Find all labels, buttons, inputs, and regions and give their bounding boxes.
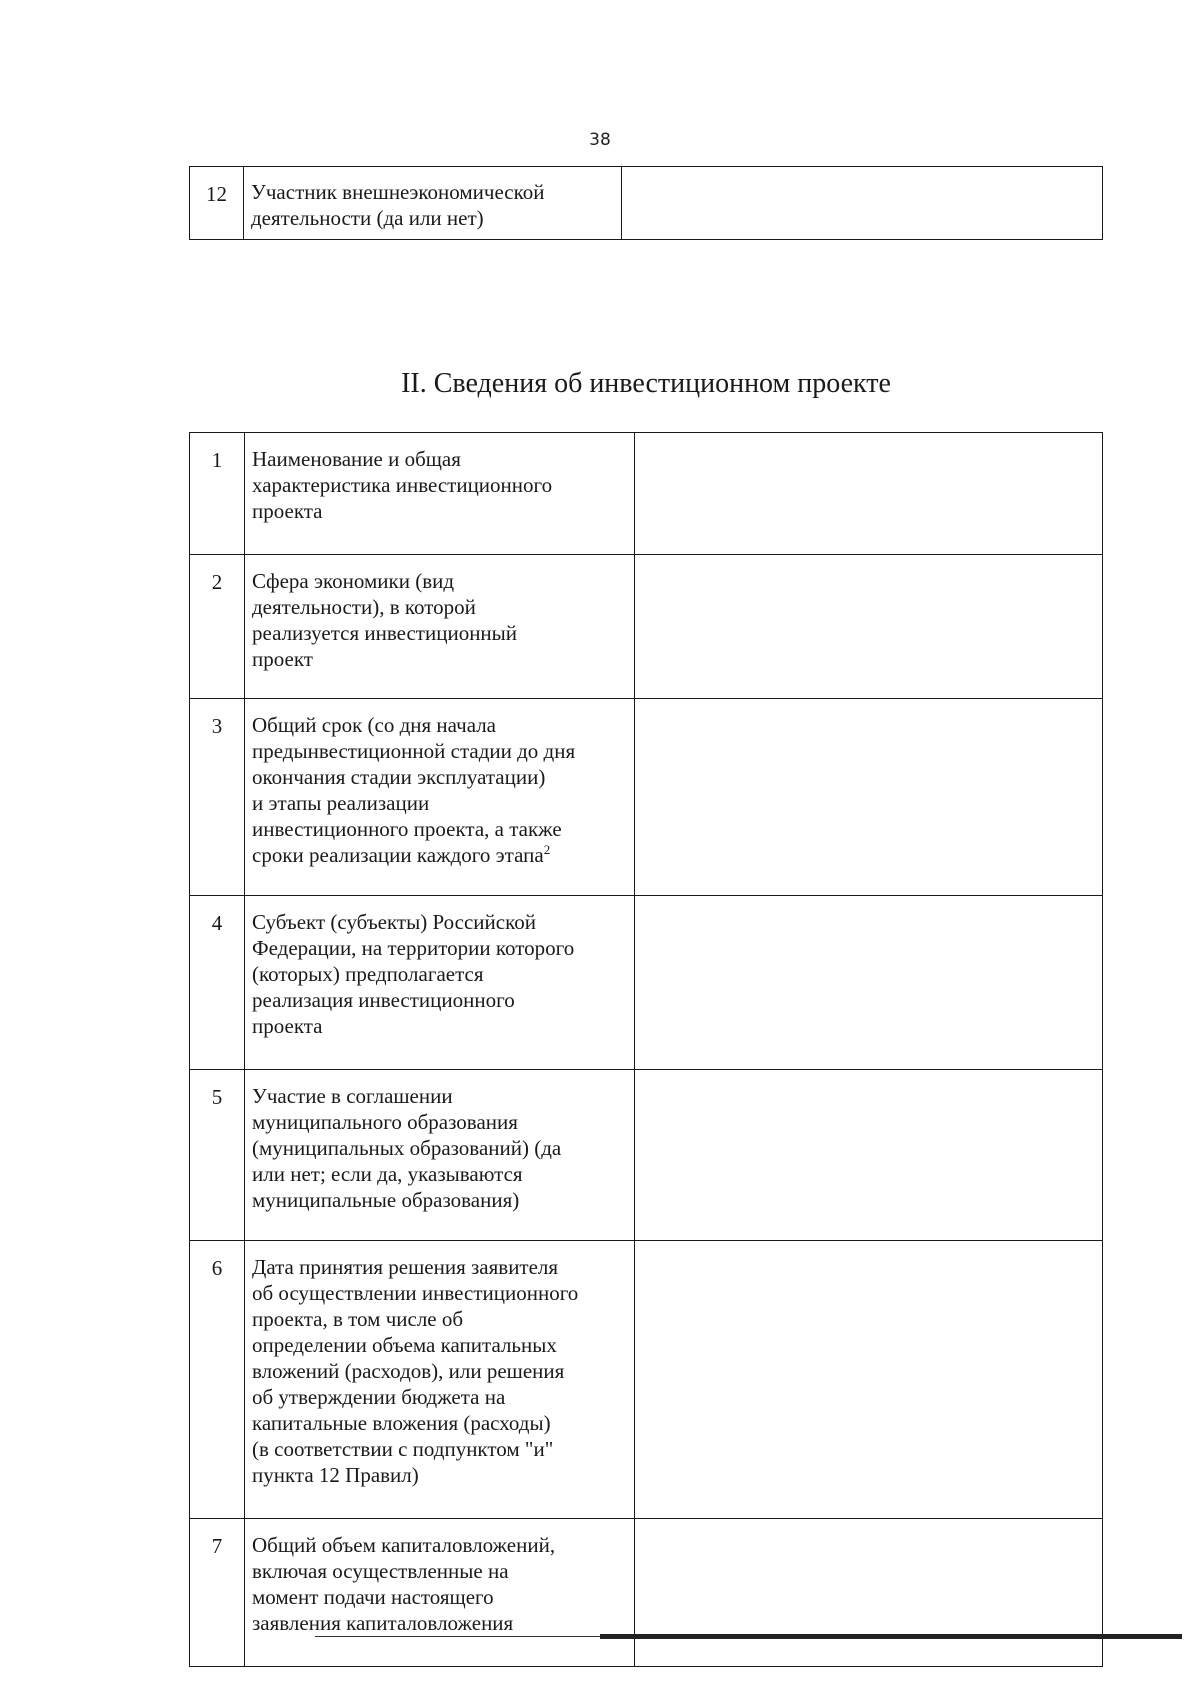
- investment-project-table: [189, 432, 1103, 1667]
- row-number: 2: [190, 555, 245, 699]
- table-row: [190, 555, 1103, 699]
- row-value-field[interactable]: [622, 167, 1103, 240]
- row-number: 12: [190, 167, 244, 240]
- row-number: 3: [190, 699, 245, 896]
- row-number: 6: [190, 1241, 245, 1519]
- row-label-text: Сфера экономики (вид деятельности), в которой реализуется инвестиционный проект: [252, 569, 518, 671]
- row-value-field[interactable]: [635, 555, 1103, 699]
- row-value-field[interactable]: [635, 433, 1103, 555]
- table-row: [190, 1070, 1103, 1241]
- row-value-field[interactable]: [635, 699, 1103, 896]
- row-label: [245, 699, 635, 896]
- section-heading: II. Сведения об инвестиционном проекте: [401, 368, 891, 399]
- row-number: 1: [190, 433, 245, 555]
- row-number: 7: [190, 1519, 245, 1667]
- row-value-field[interactable]: [635, 1241, 1103, 1519]
- row-value-field[interactable]: [635, 1070, 1103, 1241]
- row-label: [245, 1241, 635, 1519]
- table-row: [190, 167, 1103, 240]
- row-label: [245, 896, 635, 1070]
- row-number: 4: [190, 896, 245, 1070]
- applicant-info-table: [189, 166, 1103, 240]
- table-row: [190, 896, 1103, 1070]
- row-label: [244, 167, 622, 240]
- row-label: [245, 555, 635, 699]
- row-label-text: Участник внешнеэкономической деятельности (да или нет): [251, 180, 545, 230]
- row-label: [245, 433, 635, 555]
- page-number: 38: [589, 130, 611, 150]
- table-row: [190, 699, 1103, 896]
- row-label: [245, 1070, 635, 1241]
- row-label-text: Общий срок (со дня начала предынвестиционной стадии до дня окончания стадии эксплуатации) и этапы реализации инвестиционного проекта, а также сроки реализации каждого этапа: [252, 713, 576, 867]
- row-value-field[interactable]: [635, 896, 1103, 1070]
- scan-edge-line: [600, 1634, 1182, 1639]
- row-number: 5: [190, 1070, 245, 1241]
- footnote-marker: 2: [543, 842, 551, 857]
- footnote-separator-line: [315, 1636, 615, 1637]
- row-label-text: Дата принятия решения заявителя об осуществлении инвестиционного проекта, в том числе об определении объема капитальных вложений (расходов), или решения об утверждении бюджета на капитальные вложения (расходы) (в соответствии с подпунктом "и" пункта 12 Правил): [252, 1255, 579, 1487]
- row-label-text: Общий объем капиталовложений, включая осуществленные на момент подачи настоящего заявления капиталовложения: [252, 1533, 556, 1635]
- row-label: [245, 1519, 635, 1667]
- table-row: [190, 1241, 1103, 1519]
- row-value-field[interactable]: [635, 1519, 1103, 1667]
- row-label-text: Субъект (субъекты) Российской Федерации, на территории которого (которых) предполагается реализация инвестиционного проекта: [252, 910, 575, 1038]
- table-row: [190, 1519, 1103, 1667]
- row-label-text: Участие в соглашении муниципального образования (муниципальных образований) (да или нет; если да, указываются муниципальные образования): [252, 1084, 562, 1212]
- table-row: [190, 433, 1103, 555]
- row-label-text: Наименование и общая характеристика инвестиционного проекта: [252, 447, 553, 523]
